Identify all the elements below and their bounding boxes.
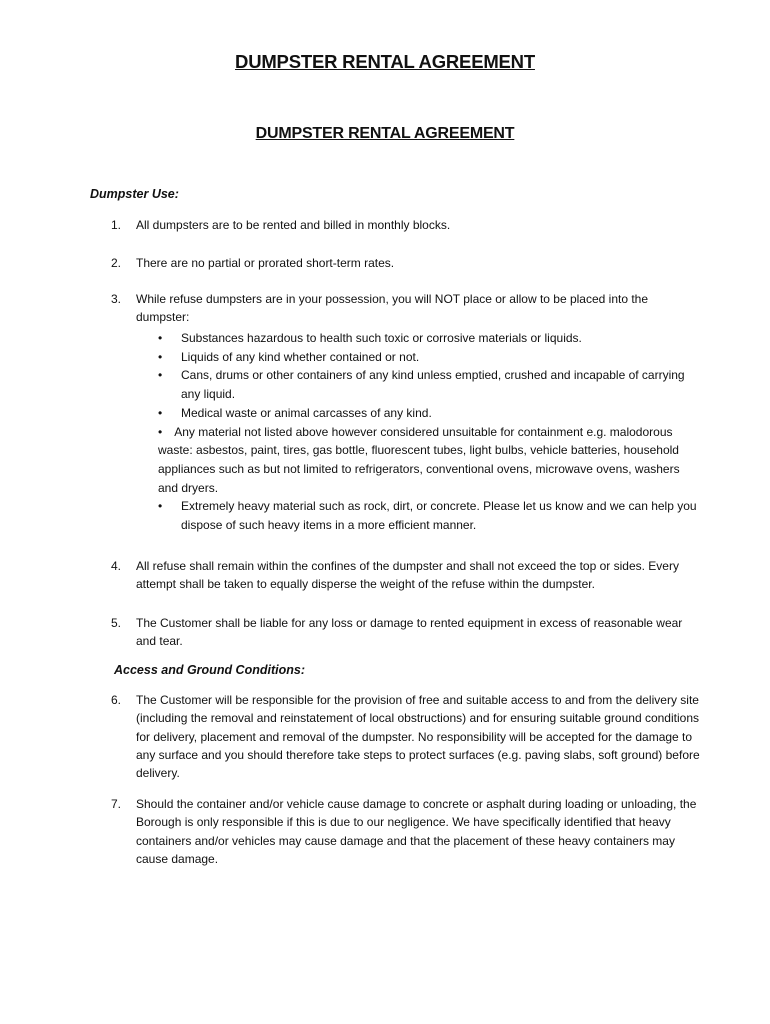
bullet-icon: • bbox=[158, 331, 163, 345]
bullet-list bbox=[158, 329, 698, 535]
item-text: There are no partial or prorated short-term rates. bbox=[136, 256, 395, 270]
item-text: Should the container and/or vehicle cause damage to concrete or asphalt during loading or unloading, the Borough is only responsible if this is due to our negligence. We have specifically identified that heavy containers and/or vehicles may cause damage and that the placement of these heavy containers may cause damage. bbox=[136, 797, 697, 866]
item-text: The Customer shall be liable for any loss or damage to rented equipment in excess of reasonable wear and tear. bbox=[136, 616, 683, 649]
bullet-item bbox=[158, 423, 698, 498]
item-text: The Customer will be responsible for the provision of free and suitable access to and from the delivery site (including the removal and reinstatement of local obstructions) and for ensuring suitable ground conditions for delivery, placement and removal of the dumpster. No responsibility will be accepted for the damage to any surface and you should therefore take steps to protect surfaces (e.g. paving slabs, soft ground) before delivery. bbox=[136, 693, 700, 781]
item-number: 7. bbox=[111, 797, 122, 811]
bullet-text: Medical waste or animal carcasses of any kind. bbox=[181, 405, 432, 420]
item-text: All dumpsters are to be rented and billed in monthly blocks. bbox=[136, 218, 451, 232]
item-number: 4. bbox=[111, 559, 122, 573]
bullet-item bbox=[158, 329, 698, 348]
list-item-3 bbox=[111, 290, 701, 327]
list-item-6 bbox=[111, 691, 701, 782]
item-number: 3. bbox=[111, 292, 122, 306]
bullet-icon: • bbox=[158, 405, 163, 420]
list-item-2 bbox=[111, 254, 701, 272]
document-subtitle: DUMPSTER RENTAL AGREEMENT bbox=[255, 125, 515, 142]
bullet-icon: • bbox=[158, 424, 163, 439]
item-number: 2. bbox=[111, 256, 122, 270]
list-item-4 bbox=[111, 557, 701, 594]
bullet-text: Any material not listed above however considered unsuitable for containment e.g. malodorous waste: asbestos, paint, tires, gas bottle, fluorescent tubes, light bulbs, vehicle batteries, household appliances such as but not limited to refrigerators, conventional ovens, microwave ovens, washers and dryers. bbox=[158, 424, 680, 495]
item-number: 6. bbox=[111, 693, 122, 707]
bullet-item bbox=[158, 404, 698, 423]
item-number: 1. bbox=[111, 218, 122, 232]
item-number: 5. bbox=[111, 616, 122, 630]
bullet-item bbox=[158, 348, 698, 367]
list-item-1 bbox=[111, 216, 701, 234]
bullet-icon: • bbox=[158, 368, 163, 383]
bullet-icon: • bbox=[158, 349, 163, 364]
list-item-5 bbox=[111, 614, 701, 651]
section-heading-access: Access and Ground Conditions: bbox=[114, 663, 305, 677]
section-heading-dumpster-use: Dumpster Use: bbox=[90, 187, 179, 201]
bullet-icon: • bbox=[158, 499, 163, 514]
bullet-item bbox=[158, 366, 698, 403]
item-text: While refuse dumpsters are in your possession, you will NOT place or allow to be placed into the dumpster: bbox=[136, 292, 649, 325]
bullet-item bbox=[158, 497, 698, 534]
bullet-text: Substances hazardous to health such toxic or corrosive materials or liquids. bbox=[181, 331, 582, 345]
list-item-7 bbox=[111, 795, 701, 868]
bullet-text: Extremely heavy material such as rock, dirt, or concrete. Please let us know and we can help you dispose of such heavy items in a more efficient manner. bbox=[181, 499, 697, 533]
bullet-text: Cans, drums or other containers of any kind unless emptied, crushed and incapable of carrying any liquid. bbox=[181, 368, 685, 402]
document-title: DUMPSTER RENTAL AGREEMENT bbox=[235, 51, 535, 72]
item-text: All refuse shall remain within the confines of the dumpster and shall not exceed the top or sides. Every attempt shall be taken to equally disperse the weight of the refuse within the dumpster. bbox=[136, 559, 679, 592]
bullet-text: Liquids of any kind whether contained or not. bbox=[181, 349, 420, 364]
